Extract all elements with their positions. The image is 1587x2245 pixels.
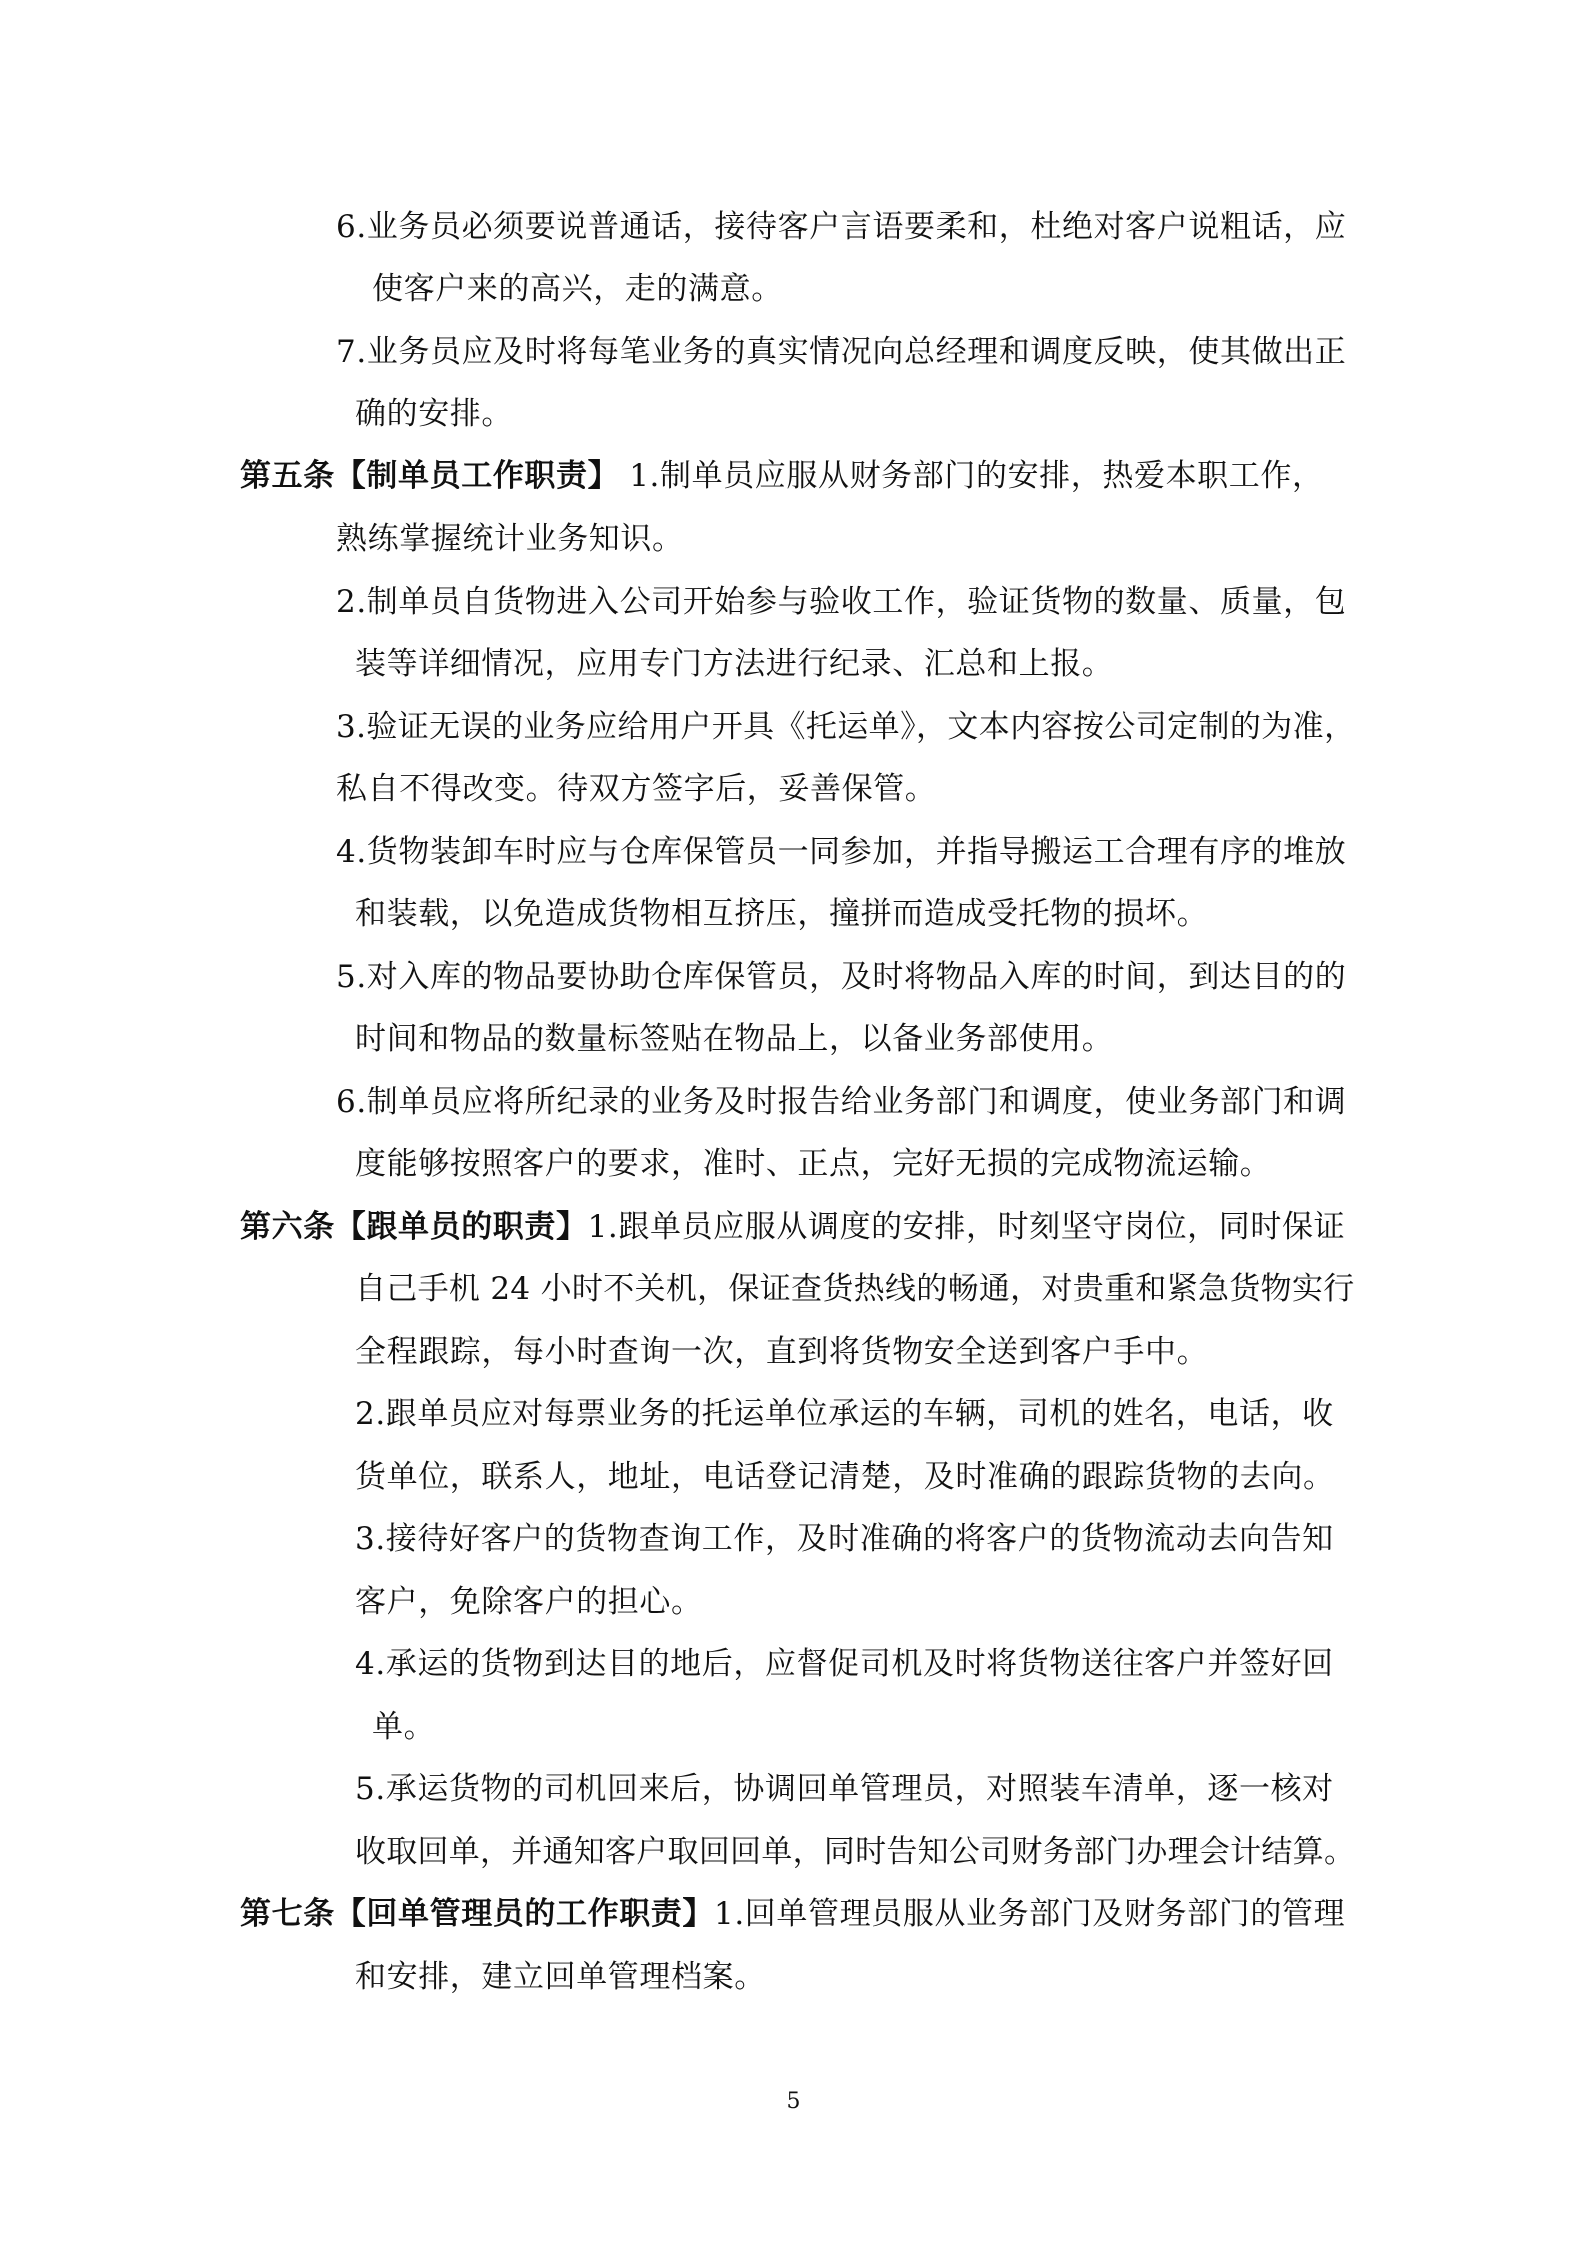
text-line: 私自不得改变。待双方签字后，妥善保管。 — [336, 771, 937, 807]
text-line: 2.制单员自货物进入公司开始参与验收工作，验证货物的数量、质量，包 — [336, 584, 1347, 620]
text-line: 3.验证无误的业务应给用户开具《托运单》，文本内容按公司定制的为准， — [336, 709, 1356, 745]
text-line: 3.接待好客户的货物查询工作，及时准确的将客户的货物流动去向告知 — [355, 1521, 1334, 1557]
text-line: 货单位，联系人，地址，电话登记清楚，及时准确的跟踪货物的去向。 — [355, 1459, 1335, 1495]
text-line: 6.业务员必须要说普通话，接待客户言语要柔和，杜绝对客户说粗话，应 — [336, 209, 1347, 245]
text-line: 7.业务员应及时将每笔业务的真实情况向总经理和调度反映，使其做出正 — [336, 334, 1347, 370]
section-heading: 第七条【回单管理员的工作职责】 — [240, 1896, 714, 1932]
section-heading: 第六条【跟单员的职责】 — [240, 1209, 588, 1245]
text-line: 使客户来的高兴，走的满意。 — [372, 271, 783, 307]
text-line: 全程跟踪，每小时查询一次，直到将货物安全送到客户手中。 — [355, 1334, 1209, 1370]
text-line: 2.跟单员应对每票业务的托运单位承运的车辆，司机的姓名，电话，收 — [355, 1396, 1334, 1432]
text-line: 度能够按照客户的要求，准时、正点，完好无损的完成物流运输。 — [355, 1146, 1272, 1182]
page-number: 5 — [786, 2089, 801, 2114]
text-line: 自己手机 24 小时不关机，保证查货热线的畅通，对贵重和紧急货物实行 — [355, 1271, 1355, 1307]
text-line: 收取回单，并通知客户取回回单，同时告知公司财务部门办理会计结算。 — [355, 1834, 1356, 1870]
text-line: 客户，免除客户的担心。 — [355, 1584, 703, 1620]
text-line: 4.承运的货物到达目的地后，应督促司机及时将货物送往客户并签好回 — [355, 1646, 1334, 1682]
text-line: 5.承运货物的司机回来后，协调回单管理员，对照装车清单，逐一核对 — [355, 1771, 1334, 1807]
section-line: 第七条【回单管理员的工作职责】1.回单管理员服从业务部门及财务部门的管理 — [240, 1896, 1346, 1932]
text-line: 单。 — [372, 1709, 436, 1745]
text-line: 确的安排。 — [355, 396, 513, 432]
text-line: 时间和物品的数量标签贴在物品上，以备业务部使用。 — [355, 1021, 1114, 1057]
text-line: 和安排，建立回单管理档案。 — [355, 1959, 766, 1995]
section-line: 第六条【跟单员的职责】1.跟单员应服从调度的安排，时刻坚守岗位，同时保证 — [240, 1209, 1346, 1245]
text-line: 熟练掌握统计业务知识。 — [336, 521, 684, 557]
text-line: 5.对入库的物品要协助仓库保管员，及时将物品入库的时间，到达目的的 — [336, 959, 1347, 995]
text-line: 装等详细情况，应用专门方法进行纪录、汇总和上报。 — [355, 646, 1114, 682]
text-line: 6.制单员应将所纪录的业务及时报告给业务部门和调度，使业务部门和调 — [336, 1084, 1347, 1120]
section-line: 第五条【制单员工作职责】 1.制单员应服从财务部门的安排，热爱本职工作， — [240, 458, 1324, 494]
text-line: 和装载，以免造成货物相互挤压，撞拼而造成受托物的损坏。 — [355, 896, 1209, 932]
text-line: 4.货物装卸车时应与仓库保管员一同参加，并指导搬运工合理有序的堆放 — [336, 834, 1347, 870]
section-heading: 第五条【制单员工作职责】 — [240, 458, 620, 494]
